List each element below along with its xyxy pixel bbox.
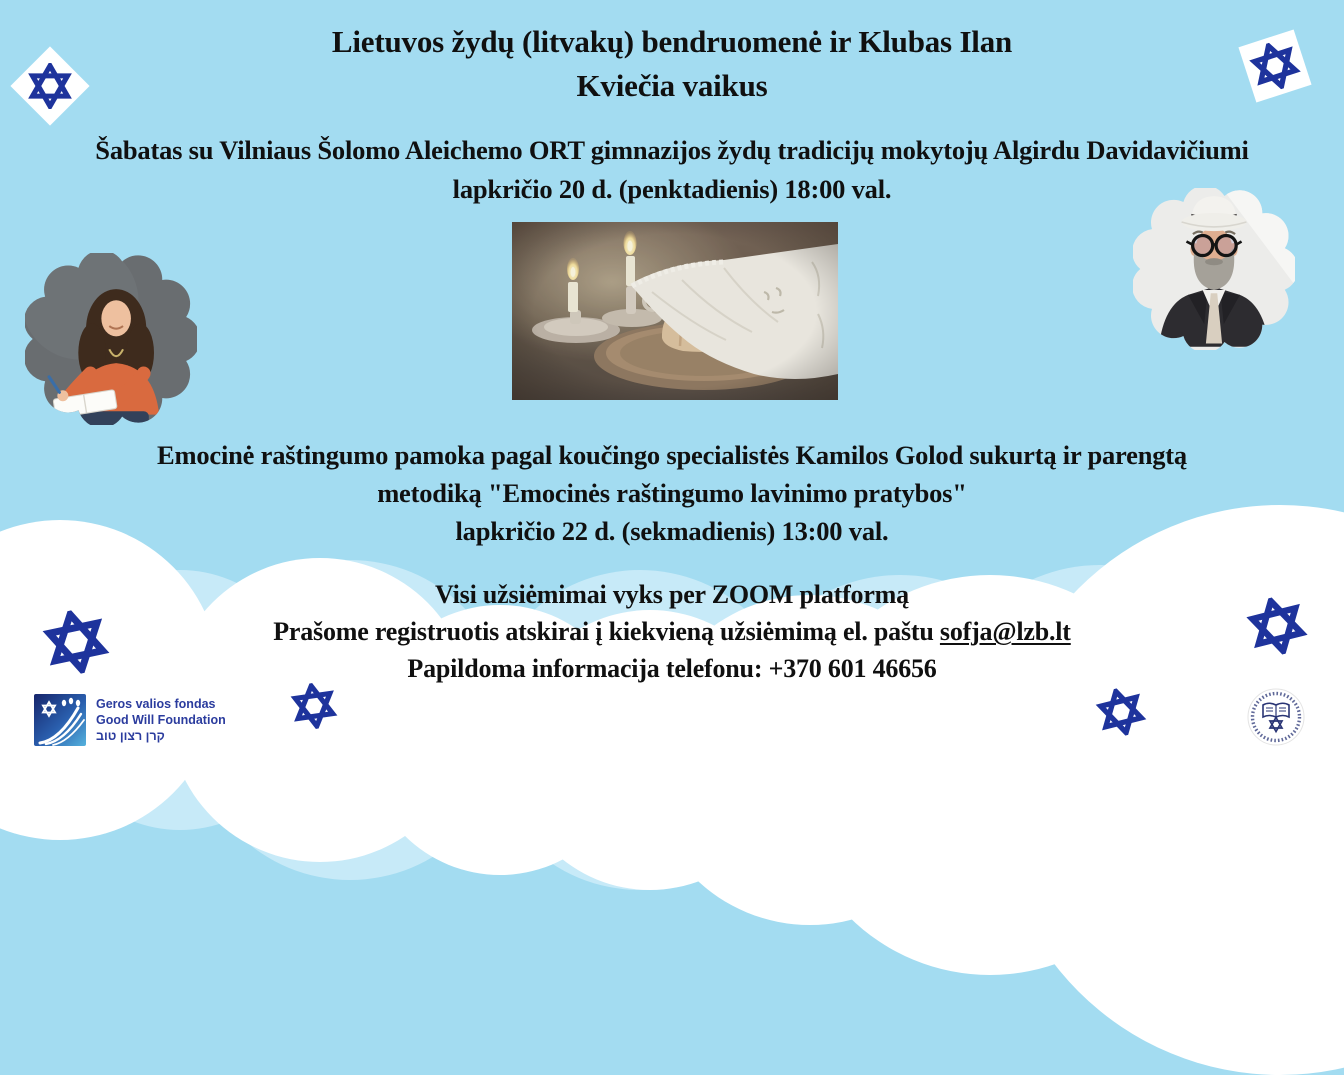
event-lesson-text (0, 436, 1344, 550)
info-register-prefix: Prašome registruotis atskirai į kiekvieną užsiėmimą el. paštu (273, 617, 940, 646)
event-shabbat-line2: lapkričio 20 d. (penktadienis) 18:00 val. (452, 174, 892, 204)
event-lesson-line2: metodiką "Emocinės raštingumo lavinimo pratybos" (377, 478, 967, 508)
event-shabbat-text (0, 131, 1344, 209)
registration-email: sofja@lzb.lt (939, 617, 1071, 646)
gwf-name-en: Good Will Foundation (96, 713, 226, 727)
poster-title-line1: Lietuvos žydų (litvakų) bendruomenė ir Klubas Ilan (331, 24, 1013, 59)
star-of-david-icon (38, 604, 114, 680)
info-phone-line: Papildoma informacija telefonu: +370 601 46656 (407, 654, 937, 683)
speaker-photo-algirdas (1133, 188, 1295, 350)
speaker-photo-kamila (25, 253, 197, 425)
gwf-name-lt: Geros valios fondas (96, 697, 216, 711)
poster-title-line2: Kviečia vaikus (576, 68, 768, 103)
event-lesson-line1: Emocinė raštingumo pamoka pagal koučingo specialistės Kamilos Golod sukurtą ir parengtą (157, 440, 1187, 470)
shabbat-photo (512, 222, 838, 400)
info-register-line (0, 613, 1344, 650)
registration-info (0, 576, 1344, 687)
poster-title (0, 20, 1344, 108)
event-lesson-line3: lapkričio 22 d. (sekmadienis) 13:00 val. (455, 516, 889, 546)
event-shabbat-line1: Šabatas su Vilniaus Šolomo Aleichemo ORT gimnazijos žydų tradicijų mokytojų Algirdu Davidavičiumi (95, 135, 1249, 165)
info-zoom-line: Visi užsiėmimai vyks per ZOOM platformą (435, 580, 909, 609)
star-of-david-icon (288, 680, 340, 732)
good-will-foundation-logo (34, 694, 226, 746)
jewish-community-seal-icon (1246, 687, 1306, 747)
good-will-foundation-icon (34, 694, 86, 746)
gwf-name-he: קרן רצון טוב (96, 729, 165, 743)
